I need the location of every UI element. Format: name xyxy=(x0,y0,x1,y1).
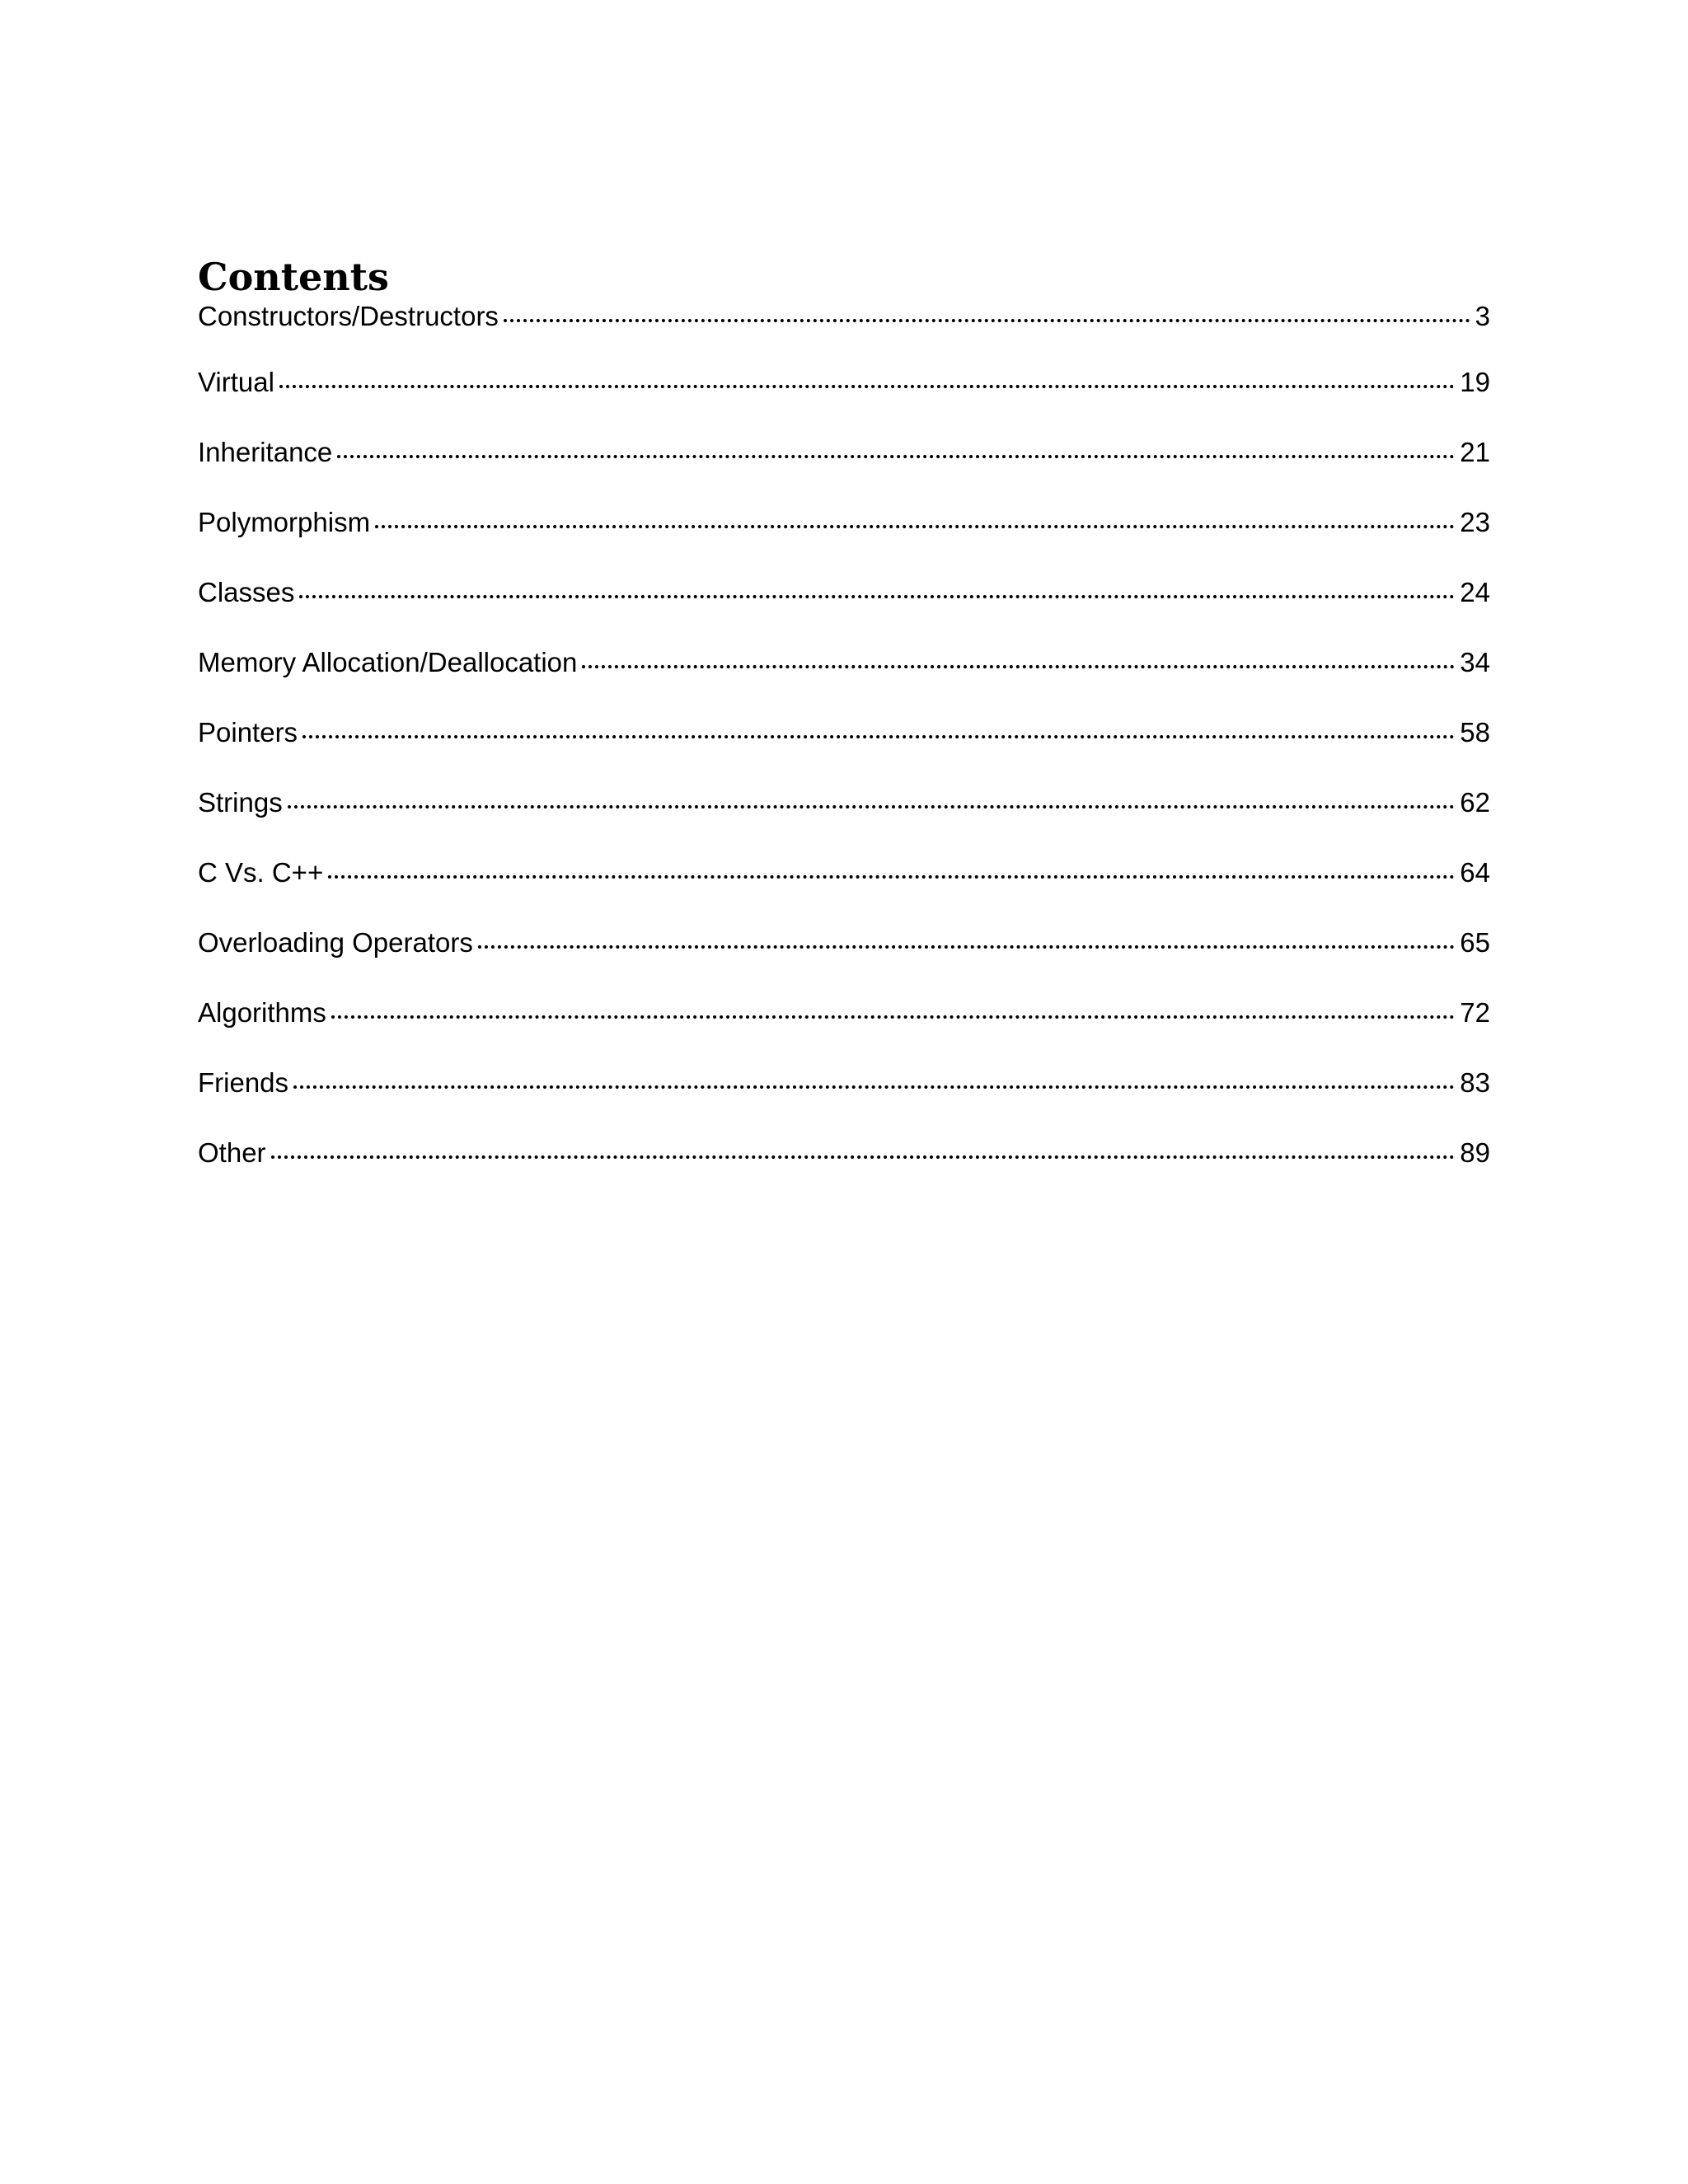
dot-leader xyxy=(288,805,1456,808)
toc-list xyxy=(198,300,1490,1207)
toc-entry-label: Classes xyxy=(198,577,295,607)
dot-leader xyxy=(279,385,1455,388)
toc-entry-constructors-destructors[interactable] xyxy=(198,300,1490,366)
toc-entry-page: 3 xyxy=(1475,301,1490,331)
toc-entry-page: 24 xyxy=(1460,577,1490,607)
dot-leader xyxy=(328,875,1455,879)
toc-entry-classes[interactable] xyxy=(198,576,1490,646)
toc-entry-page: 72 xyxy=(1460,997,1490,1028)
toc-entry-page: 19 xyxy=(1460,367,1490,397)
dot-leader xyxy=(504,319,1470,322)
dot-leader xyxy=(582,665,1455,668)
toc-entry-algorithms[interactable] xyxy=(198,996,1490,1066)
toc-entry-page: 62 xyxy=(1460,787,1490,818)
toc-entry-label: Strings xyxy=(198,787,283,818)
toc-entry-polymorphism[interactable] xyxy=(198,506,1490,576)
toc-entry-page: 89 xyxy=(1460,1137,1490,1168)
dot-leader xyxy=(337,455,1455,458)
toc-entry-label: Other xyxy=(198,1137,266,1168)
toc-entry-label: C Vs. C++ xyxy=(198,857,324,888)
dot-leader xyxy=(331,1015,1455,1019)
toc-entry-page: 83 xyxy=(1460,1067,1490,1098)
toc-entry-page: 64 xyxy=(1460,857,1490,888)
toc-entry-overloading-operators[interactable] xyxy=(198,926,1490,996)
toc-entry-label: Memory Allocation/Deallocation xyxy=(198,647,578,677)
toc-entry-pointers[interactable] xyxy=(198,716,1490,786)
table-of-contents xyxy=(198,254,1490,1207)
toc-entry-label: Algorithms xyxy=(198,997,326,1028)
dot-leader xyxy=(302,735,1455,738)
dot-leader xyxy=(478,945,1455,949)
toc-entry-strings[interactable] xyxy=(198,786,1490,856)
toc-entry-memory-allocation[interactable] xyxy=(198,646,1490,716)
toc-entry-page: 65 xyxy=(1460,927,1490,958)
dot-leader xyxy=(299,595,1455,598)
toc-entry-label: Polymorphism xyxy=(198,507,371,537)
dot-leader xyxy=(271,1155,1456,1159)
dot-leader xyxy=(375,525,1455,528)
toc-entry-label: Constructors/Destructors xyxy=(198,301,499,331)
toc-entry-friends[interactable] xyxy=(198,1066,1490,1137)
toc-entry-page: 34 xyxy=(1460,647,1490,677)
toc-entry-label: Friends xyxy=(198,1067,289,1098)
toc-entry-page: 58 xyxy=(1460,717,1490,748)
dot-leader xyxy=(293,1085,1455,1089)
toc-entry-label: Overloading Operators xyxy=(198,927,473,958)
toc-title: Contents xyxy=(198,255,389,299)
toc-entry-page: 21 xyxy=(1460,437,1490,467)
toc-entry-page: 23 xyxy=(1460,507,1490,537)
toc-entry-inheritance[interactable] xyxy=(198,436,1490,506)
toc-entry-label: Virtual xyxy=(198,367,274,397)
toc-entry-label: Inheritance xyxy=(198,437,333,467)
toc-entry-c-vs-cpp[interactable] xyxy=(198,856,1490,926)
toc-entry-other[interactable] xyxy=(198,1137,1490,1207)
toc-entry-virtual[interactable] xyxy=(198,366,1490,436)
toc-entry-label: Pointers xyxy=(198,717,298,748)
